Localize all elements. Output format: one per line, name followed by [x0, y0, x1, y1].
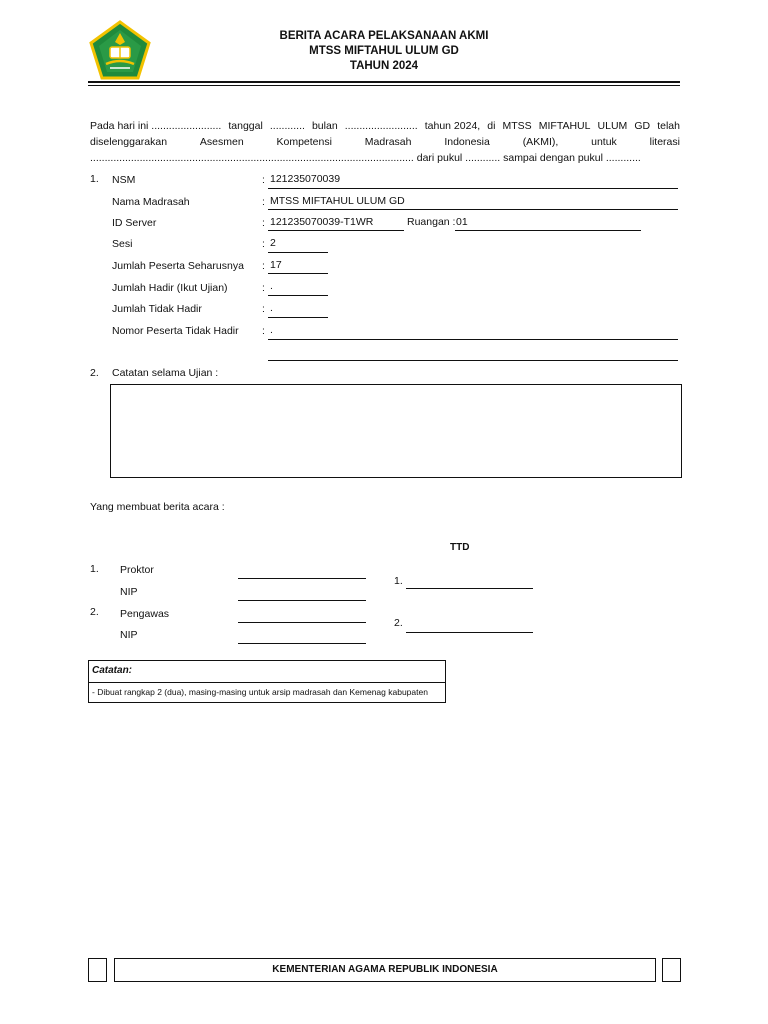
field-value-jumlah-tidak-hadir: .	[270, 302, 273, 314]
intro-line-1-word: .........................	[344, 120, 418, 132]
catatan-header	[89, 661, 445, 683]
signer-1-number: 1.	[90, 563, 99, 575]
field-colon: :	[262, 282, 265, 294]
intro-line-1-word: Pada hari ini ........................	[90, 120, 222, 132]
intro-line-1-word: MTSS	[502, 120, 532, 132]
intro-line-1-word: tahun 2024,	[424, 120, 481, 132]
field-underline	[268, 360, 678, 361]
ttd-label: TTD	[450, 542, 470, 553]
field-underline	[268, 188, 678, 189]
sign-slot-2-line	[406, 632, 533, 633]
intro-line-2-word: untuk	[591, 136, 617, 148]
footer-banner	[114, 958, 656, 982]
field-colon: :	[262, 174, 265, 186]
field-value-nsm: 121235070039	[270, 173, 341, 185]
signer-1-name-line	[238, 578, 366, 579]
field-underline	[268, 230, 404, 231]
field-underline	[268, 317, 328, 318]
field-underline	[268, 209, 678, 210]
document-title-line3: TAHUN 2024	[349, 60, 419, 72]
catatan-body: - Dibuat rangkap 2 (dua), masing-masing untuk arsip madrasah dan Kemenag kabupaten	[92, 687, 428, 697]
signer-2-number: 2.	[90, 606, 99, 618]
catatan-box	[88, 660, 446, 703]
document-title-line1: BERITA ACARA PELAKSANAAN AKMI	[279, 30, 489, 42]
signer-1-role: Proktor	[120, 564, 154, 576]
intro-line-1-word: tanggal	[228, 120, 263, 132]
intro-line-2-word: diselenggarakan	[90, 136, 168, 148]
intro-line-1-word: ULUM	[597, 120, 628, 132]
field-underline	[268, 295, 328, 296]
field-colon: :	[262, 238, 265, 250]
field-underline	[268, 252, 328, 253]
intro-line-2-word: Kompetensi	[276, 136, 332, 148]
field-label-nsm: NSM	[112, 174, 136, 186]
intro-line-2-word: Asesmen	[199, 136, 244, 148]
sign-slot-1-number: 1.	[394, 575, 403, 587]
intro-line-2-word: literasi	[649, 136, 680, 148]
signer-2-name-line	[238, 622, 366, 623]
sign-slot-2-number: 2.	[394, 617, 403, 629]
intro-line-1-word: bulan	[311, 120, 338, 132]
intro-line-1-word: ............	[269, 120, 305, 132]
exam-notes-box[interactable]	[110, 384, 682, 478]
field-label-nama-madrasah: Nama Madrasah	[112, 196, 190, 208]
intro-line-2	[90, 134, 680, 150]
signer-1-nip-line	[238, 600, 366, 601]
field-value-jumlah-hadir: .	[270, 280, 273, 292]
field-value-nomor-peserta: .	[270, 324, 273, 336]
sign-slot-1-line	[406, 588, 533, 589]
field-colon: :	[262, 260, 265, 272]
field-underline	[455, 230, 641, 231]
intro-line-1-word: GD	[634, 120, 651, 132]
intro-line-1	[90, 118, 680, 134]
field-colon: :	[262, 196, 265, 208]
intro-line-2-word: (AKMI),	[522, 136, 559, 148]
field-value-jumlah-peserta: 17	[270, 259, 282, 271]
intro-paragraph	[90, 118, 680, 166]
intro-line-1-word: di	[487, 120, 496, 132]
made-by-label: Yang membuat berita acara :	[90, 501, 225, 513]
field-value-nama-madrasah: MTSS MIFTAHUL ULUM GD	[270, 195, 405, 207]
footer-text: KEMENTERIAN AGAMA REPUBLIK INDONESIA	[272, 964, 498, 975]
intro-line-2-word: Indonesia	[444, 136, 490, 148]
kemenag-logo-icon	[88, 20, 152, 84]
field-label-id-server: ID Server	[112, 217, 157, 229]
section-1-number: 1.	[90, 173, 99, 185]
field-label-jumlah-tidak-hadir: Jumlah Tidak Hadir	[112, 303, 202, 315]
field-underline	[268, 273, 328, 274]
field-label-ruangan: Ruangan :	[407, 216, 456, 228]
section-2-label: Catatan selama Ujian :	[112, 367, 219, 379]
intro-line-3: ............................................................................................................... dari pukul ............ sampai dengan pukul ............	[90, 152, 641, 164]
field-label-jumlah-peserta: Jumlah Peserta Seharusnya	[112, 260, 244, 272]
footer-left-square	[88, 958, 107, 982]
signer-1-nip-label: NIP	[120, 586, 138, 598]
catatan-title: Catatan:	[92, 665, 133, 676]
intro-line-1-word: MIFTAHUL	[538, 120, 591, 132]
header-divider-thin	[88, 85, 680, 86]
field-underline	[268, 339, 678, 340]
field-label-jumlah-hadir: Jumlah Hadir (Ikut Ujian)	[112, 282, 228, 294]
field-colon: :	[262, 325, 265, 337]
section-2-number: 2.	[90, 367, 99, 379]
footer-right-square	[662, 958, 681, 982]
header-divider-thick	[88, 81, 680, 83]
signer-2-nip-label: NIP	[120, 629, 138, 641]
field-label-sesi: Sesi	[112, 238, 133, 250]
field-value-sesi: 2	[270, 237, 276, 249]
field-label-nomor-peserta: Nomor Peserta Tidak Hadir	[112, 325, 239, 337]
signer-2-nip-line	[238, 643, 366, 644]
signer-2-role: Pengawas	[120, 608, 170, 620]
field-value-id-server: 121235070039-T1WR	[270, 216, 374, 228]
field-colon: :	[262, 217, 265, 229]
field-value-ruangan: 01	[456, 216, 468, 228]
intro-line-2-word: Madrasah	[364, 136, 412, 148]
document-title-line2: MTSS MIFTAHUL ULUM GD	[309, 45, 459, 57]
intro-line-1-word: telah	[657, 120, 680, 132]
field-colon: :	[262, 303, 265, 315]
